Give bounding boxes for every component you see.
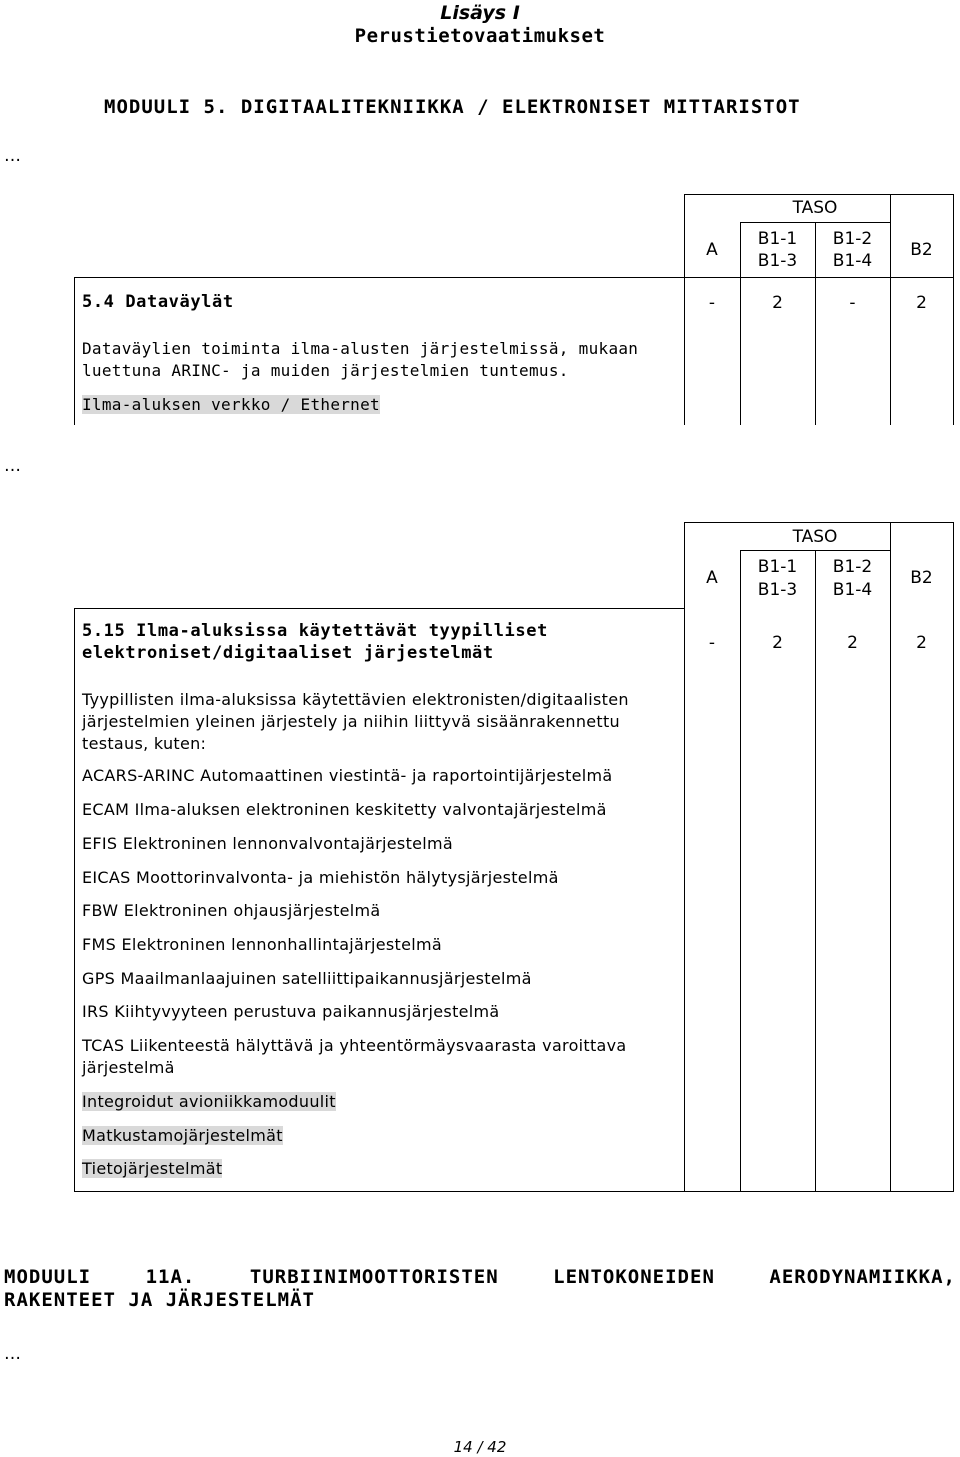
module-11a-word: LENTOKONEIDEN (553, 1266, 715, 1288)
module-11a-word: 11A. (145, 1266, 196, 1288)
list-item-tcas-1: TCAS Liikenteestä hälyttävä ja yhteentörmäysvaarasta varoittava (82, 1036, 627, 1055)
module-11a-title-line-2: RAKENTEET JA JÄRJESTELMÄT (4, 1289, 315, 1311)
col-b1-4-label: B1-4 (832, 251, 873, 271)
table2-col-b2-left (890, 522, 891, 1192)
col-b1-4-label-2: B1-4 (832, 580, 873, 600)
col-b1-1-label: B1-1 (757, 229, 798, 249)
ellipsis-2: … (4, 456, 21, 476)
level-a: - (708, 293, 716, 313)
level-b1-1: 2 (772, 293, 783, 313)
annex-subtitle: Perustietovaatimukset (354, 25, 606, 47)
added-item: Integroidut avioniikkamoduulit (82, 1092, 336, 1111)
level-b1-1-2: 2 (772, 633, 783, 653)
col-b1-1-label-2: B1-1 (757, 557, 798, 577)
intro-line-1: Tyypillisten ilma-aluksissa käytettävien elektronisten/digitaalisten (82, 690, 629, 709)
taso-label-2: TASO (792, 527, 838, 547)
taso-label: TASO (792, 198, 838, 218)
table2-row-top (74, 608, 684, 609)
col-a-label-2: A (706, 568, 718, 588)
section-5-4-desc-2: luettuna ARINC- ja muiden järjestelmien tuntemus. (82, 361, 569, 380)
col-b1-2-label: B1-2 (832, 229, 873, 249)
added-item: Tietojärjestelmät (82, 1159, 223, 1178)
table1-left-border (74, 277, 75, 425)
table1-header-bottom (74, 277, 954, 278)
col-b1-3-label: B1-3 (757, 251, 798, 271)
col-b2-label: B2 (910, 240, 933, 260)
table2-left-border (74, 608, 75, 1192)
module-11a-word: AERODYNAMIIKKA, (769, 1266, 956, 1288)
level-b1-2-2: 2 (847, 633, 858, 653)
list-item-tcas-2: järjestelmä (82, 1058, 175, 1077)
module-11a-word: TURBIINIMOOTTORISTEN (249, 1266, 499, 1288)
table2-col-a-left (684, 522, 685, 1192)
table2-bottom-border (74, 1191, 954, 1192)
section-5-15-heading-1: 5.15 Ilma-aluksissa käytettävät tyypilliset (82, 621, 548, 641)
intro-line-3: testaus, kuten: (82, 734, 207, 753)
level-a-2: - (708, 633, 716, 653)
col-b1-3-label-2: B1-3 (757, 580, 798, 600)
table1-right-border (953, 194, 954, 425)
table2-right-border (953, 522, 954, 1192)
list-item: ACARS-ARINC Automaattinen viestintä- ja raportointijärjestelmä (82, 766, 613, 785)
ellipsis-3: … (4, 1344, 21, 1364)
table2-top-border (684, 522, 954, 523)
section-5-15-heading-2: elektroniset/digitaaliset järjestelmät (82, 643, 494, 663)
table1-top-border (684, 194, 954, 195)
intro-line-2: järjestelmien yleinen järjestely ja niihin liittyvä sisäänrakennettu (82, 712, 620, 731)
level-b2-2: 2 (916, 633, 927, 653)
level-b1-2: - (849, 293, 856, 313)
list-item: GPS Maailmanlaajuinen satelliittipaikannusjärjestelmä (82, 969, 532, 988)
ellipsis-1: … (4, 146, 21, 166)
list-item: FMS Elektroninen lennonhallintajärjestelmä (82, 935, 443, 954)
section-5-4-added-item: Ilma-aluksen verkko / Ethernet (82, 395, 380, 414)
list-item: FBW Elektroninen ohjausjärjestelmä (82, 901, 381, 920)
module-11a-title (4, 1266, 956, 1312)
col-b2-label-2: B2 (910, 568, 933, 588)
module-11a-word: MODUULI (4, 1266, 92, 1288)
section-5-4-heading: 5.4 Dataväylät (82, 292, 234, 312)
col-a-label: A (706, 240, 718, 260)
col-b1-2-label-2: B1-2 (832, 557, 873, 577)
list-item: IRS Kiihtyvyyteen perustuva paikannusjärjestelmä (82, 1002, 500, 1021)
list-item: EFIS Elektroninen lennonvalvontajärjestelmä (82, 834, 454, 853)
section-5-4-desc-1: Dataväylien toiminta ilma-alusten järjestelmissä, mukaan (82, 339, 639, 358)
level-b2: 2 (916, 293, 927, 313)
added-item: Matkustamojärjestelmät (82, 1126, 283, 1145)
list-item: EICAS Moottorinvalvonta- ja miehistön hälytysjärjestelmä (82, 868, 559, 887)
list-item: ECAM Ilma-aluksen elektroninen keskitetty valvontajärjestelmä (82, 800, 607, 819)
annex-title: Lisäys I (440, 2, 520, 24)
page-number: 14 / 42 (453, 1438, 507, 1456)
module-5-title: MODUULI 5. DIGITAALITEKNIIKKA / ELEKTRONISET MITTARISTOT (104, 96, 801, 118)
